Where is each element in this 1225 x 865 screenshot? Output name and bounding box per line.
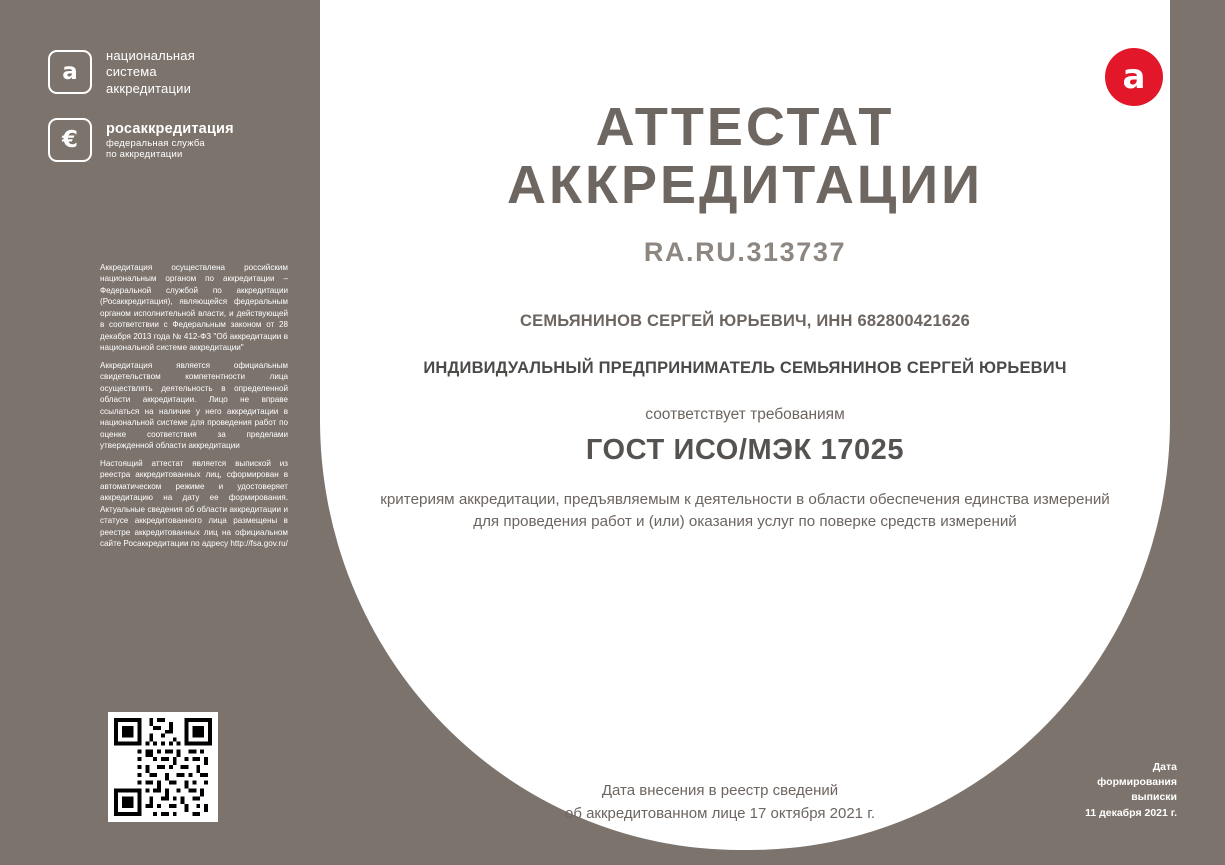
form-date-value: 11 декабря 2021 г.	[1085, 806, 1177, 819]
logo1-line1: национальная	[106, 48, 195, 63]
logo-national-accreditation-system	[48, 48, 195, 97]
certificate-holder: СЕМЬЯНИНОВ СЕРГЕЙ ЮРЬЕВИЧ, ИНН 682800421626	[520, 311, 970, 330]
certificate-number: RA.RU.313737	[643, 236, 847, 267]
page-title	[330, 98, 1160, 215]
standard-name: ГОСТ ИСО/МЭК 17025	[585, 433, 905, 466]
accreditation-scope: критериям аккредитации, предъявляемым к деятельности в области обеспечения единства измерений для проведения работ и (или) оказания услуг по поверке средств измерений	[380, 490, 1110, 530]
logo2-sub1: федеральная служба	[106, 137, 205, 149]
legal-notice	[100, 262, 288, 550]
registry-entry-note	[470, 780, 970, 825]
form-date-label-2: формирования	[1097, 776, 1177, 789]
logo1-line2: система	[106, 64, 157, 80]
logo2-title: росаккредитация	[106, 120, 234, 137]
certificate-body	[330, 98, 1160, 533]
registry-line-2: об аккредитованном лице 17 октября 2021 г.	[564, 804, 875, 822]
legal-paragraph-2: Аккредитация является официальным свидетельством компетентности лица осуществлять деятельность в определенной области аккредитации. Лицо не вправе ссылаться на наличие у него аккредитации в национальной системе для проведения работ по оценке соответствия за пределами утвержденной области аккредитации	[100, 360, 288, 451]
logo-national-accreditation-system-text	[106, 48, 195, 97]
certificate-entity: ИНДИВИДУАЛЬНЫЙ ПРЕДПРИНИМАТЕЛЬ СЕМЬЯНИНОВ СЕРГЕЙ ЮРЬЕВИЧ	[423, 358, 1067, 377]
form-date-label-3: выписки	[1131, 791, 1177, 804]
page-title-line-1: АТТЕСТАТ	[595, 97, 895, 157]
logo2-sub2: по аккредитации	[106, 149, 183, 161]
logo-rosaccreditation-text	[106, 120, 234, 161]
form-date-label-1: Дата	[1152, 761, 1177, 773]
form-date-block	[1007, 760, 1177, 821]
legal-paragraph-1: Аккредитация осуществлена российским национальным органом по аккредитации – Федеральной службой по аккредитации (Росаккредитация), являющейся федеральным органом исполнительной власти, и действующей в соответствии с Федеральным законом от 28 декабря 2013 года № 412-ФЗ "Об аккредитации в национальной системе аккредитации"	[100, 263, 288, 353]
rosaccreditation-round-badge-icon: а	[1105, 48, 1163, 106]
logo1-line3: аккредитации	[106, 80, 192, 96]
page-title-line-2: АККРЕДИТАЦИИ	[507, 155, 983, 216]
qr-code[interactable]	[108, 712, 218, 822]
legal-paragraph-3: Настоящий аттестат является выпиской из реестра аккредитованных лиц, сформирован в автоматическом режиме и удостоверяет аккредитацию на дату ее формирования. Актуальные сведения об области аккредитации и статусе аккредитованного лица размещены в реестре аккредитованных лиц на официальном сайте Росаккредитации по адресу http://fsa.gov.ru/	[100, 458, 288, 549]
logo-rosaccreditation	[48, 118, 234, 162]
rosaccreditation-emblem-icon: €	[48, 118, 92, 162]
conformity-label: соответствует требованиям	[645, 405, 845, 423]
registry-line-1: Дата внесения в реестр сведений	[601, 782, 839, 799]
accreditation-a-icon: а	[48, 50, 92, 94]
